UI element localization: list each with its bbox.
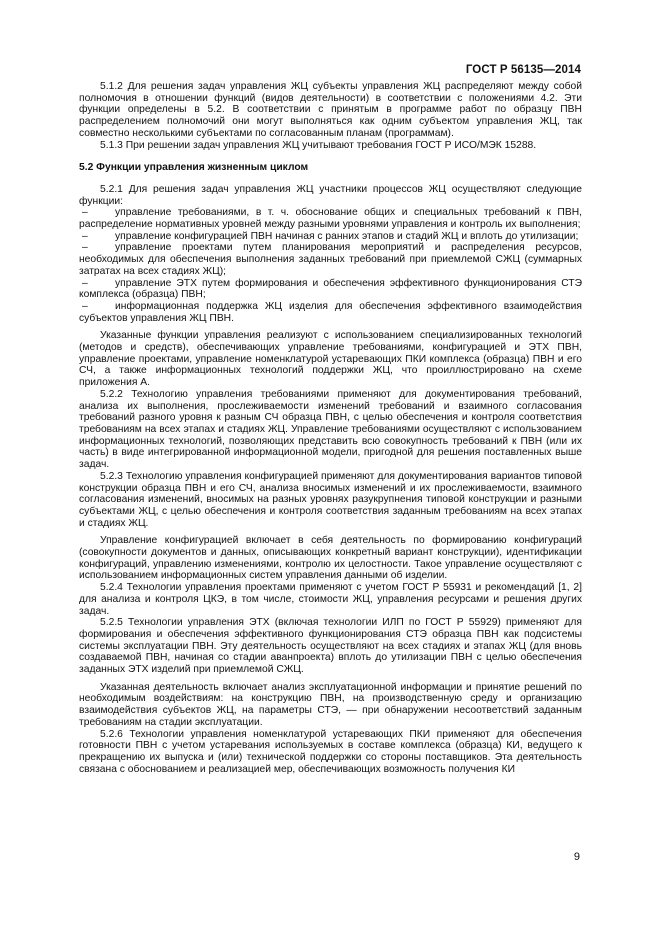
paragraph-5-1-3: 5.1.3 При решении задач управления ЖЦ учитывают требования ГОСТ Р ИСО/МЭК 15288. xyxy=(100,139,537,151)
paragraph-5-2-4: 5.2.4 Технологии управления проектами применяют с учетом ГОСТ Р 55931 и рекомендаций [1, 2] для анализа и контроля ЦКЭ, в том числе, стоимости ЖЦ, управления ресурсами и решения других задач. xyxy=(79,582,582,617)
document-body xyxy=(79,81,582,775)
list-item-text: информационная поддержка ЖЦ изделия для обеспечения эффективного взаимодействия субъектов управления ЖЦ ПВН. xyxy=(79,300,582,324)
paragraph-configuration-management: Управление конфигурацией включает в себя деятельность по формированию конфигураций (совокупности документов и данных, описывающих конкретный вариант конструкции), идентификации конфигураций, управлению изменениями, контролю их целостности. Такое управление осуществляют с использованием информационных систем управления данными об изделии. xyxy=(79,535,582,582)
list-item xyxy=(79,207,582,230)
list-item xyxy=(79,231,582,243)
dash-marker: – xyxy=(82,300,88,312)
dash-marker: – xyxy=(82,242,88,254)
list-item xyxy=(79,278,582,301)
standard-header: ГОСТ Р 56135—2014 xyxy=(465,64,581,76)
list-item-text: управление проектами путем планирования мероприятий и распределения ресурсов, необходимых для обеспечения выполнения заданных требований при приемлемой СЖЦ (суммарных затратах на всех стадиях ЖЦ); xyxy=(79,242,582,277)
section-title: 5.2 Функции управления жизненным циклом xyxy=(79,162,309,174)
dash-marker: – xyxy=(82,207,88,219)
list-item-text: управление требованиями, в т. ч. обоснование общих и специальных требований к ПВН, распределение нормативных уровней между разными уровнями управления и контроль их выполнения; xyxy=(79,207,582,231)
dash-marker: – xyxy=(82,277,88,289)
page-number: 9 xyxy=(573,851,580,863)
list-item xyxy=(79,301,582,324)
list-item xyxy=(79,242,582,277)
dash-marker: – xyxy=(82,230,88,242)
paragraph-5-1-2: 5.1.2 Для решения задач управления ЖЦ субъекты управления ЖЦ распределяют между собой полномочия в отношении функций (видов деятельности) в соответствии с положениями 4.2. Эти функции определены в 5.2. В соответствии с принятым в программе работ по образцу ПВН распределением полномочий они могут выполняться как одним субъектом управления ЖЦ, так совместно несколькими субъектами по согласованным планам (программам). xyxy=(79,81,582,139)
paragraph-5-2-6: 5.2.6 Технологии управления номенклатурой устаревающих ПКИ применяют для обеспечения готовности ПВН с учетом устаревания используемых в составе комплекса (образца) КИ, ведущего к прекращению их выпуска и (или) технической поддержки со стороны поставщиков. Эта деятельность связана с обоснованием и реализацией мер, обеспечивающих возможность получения КИ xyxy=(79,728,582,775)
paragraph-5-2-2: 5.2.2 Технологию управления требованиями применяют для документирования требований, анализа их выполнения, прослеживаемости изменений требований и взаимного согласования требований разного уровня к разным СЧ образца ПВН, с целью обеспечения и контроля соответствия требованиям на всех этапах и стадиях ЖЦ. Управление требованиями осуществляют с использованием информационных технологий, позволяющих представить всю совокупность требований к ПВН (или их часть) в виде интегрированной информационной модели, пригодной для решения поставленных выше задач. xyxy=(79,388,582,471)
paragraph-operational-analysis: Указанная деятельность включает анализ эксплуатационной информации и принятие решений по необходимым воздействиям: на конструкцию ПВН, на производственную среду и организацию взаимодействия субъектов ЖЦ, на параметры СТЭ, — при обнаружении несоответствий заданным требованиям на стадии эксплуатации. xyxy=(79,681,582,728)
list-item-text: управление конфигурацией ПВН начиная с ранних этапов и стадий ЖЦ и вплоть до утилизации; xyxy=(115,230,579,242)
list-item-text: управление ЭТХ путем формирования и обеспечения эффективного функционирования СТЭ комплекса (образца) ПВН; xyxy=(79,277,582,301)
paragraph-5-2-1: 5.2.1 Для решения задач управления ЖЦ участники процессов ЖЦ осуществляют следующие функции: xyxy=(79,183,582,207)
paragraph-5-2-3: 5.2.3 Технологию управления конфигурацией применяют для документирования вариантов типовой конструкции образца ПВН и его СЧ, анализа вносимых изменений и их прослеживаемости, взаимного согласования изменений, вносимых на разных уровнях разукрупнения типовой конструкции и разными субъектами ЖЦ, с целью обеспечения и контроля соответствия заданным требованиям на всех этапах и стадиях ЖЦ. xyxy=(79,470,582,529)
paragraph-functions-summary: Указанные функции управления реализуют с использованием специализированных технологий (методов и средств), обеспечивающих управление требованиями, конфигурацией и ЭТХ ПВН, управление проектами, управление номенклатурой устаревающих ПКИ комплекса (образца) ПВН и его СЧ, а также информационных технологий поддержки ЖЦ, что проиллюстрировано на схеме приложения А. xyxy=(79,330,582,389)
paragraph-5-2-5: 5.2.5 Технологии управления ЭТХ (включая технологии ИЛП по ГОСТ Р 55929) применяют для формирования и обеспечения эффективного функционирования СТЭ образца ПВН как подсистемы системы эксплуатации ПВН. Эту деятельность осуществляют на всех стадиях и этапах ЖЦ (для вновь создаваемой ПВН, начиная со стадии аванпроекта) вплоть до утилизации ПВН с целью обеспечения заданных ЭТХ изделий при приемлемой СЖЦ. xyxy=(79,617,582,676)
